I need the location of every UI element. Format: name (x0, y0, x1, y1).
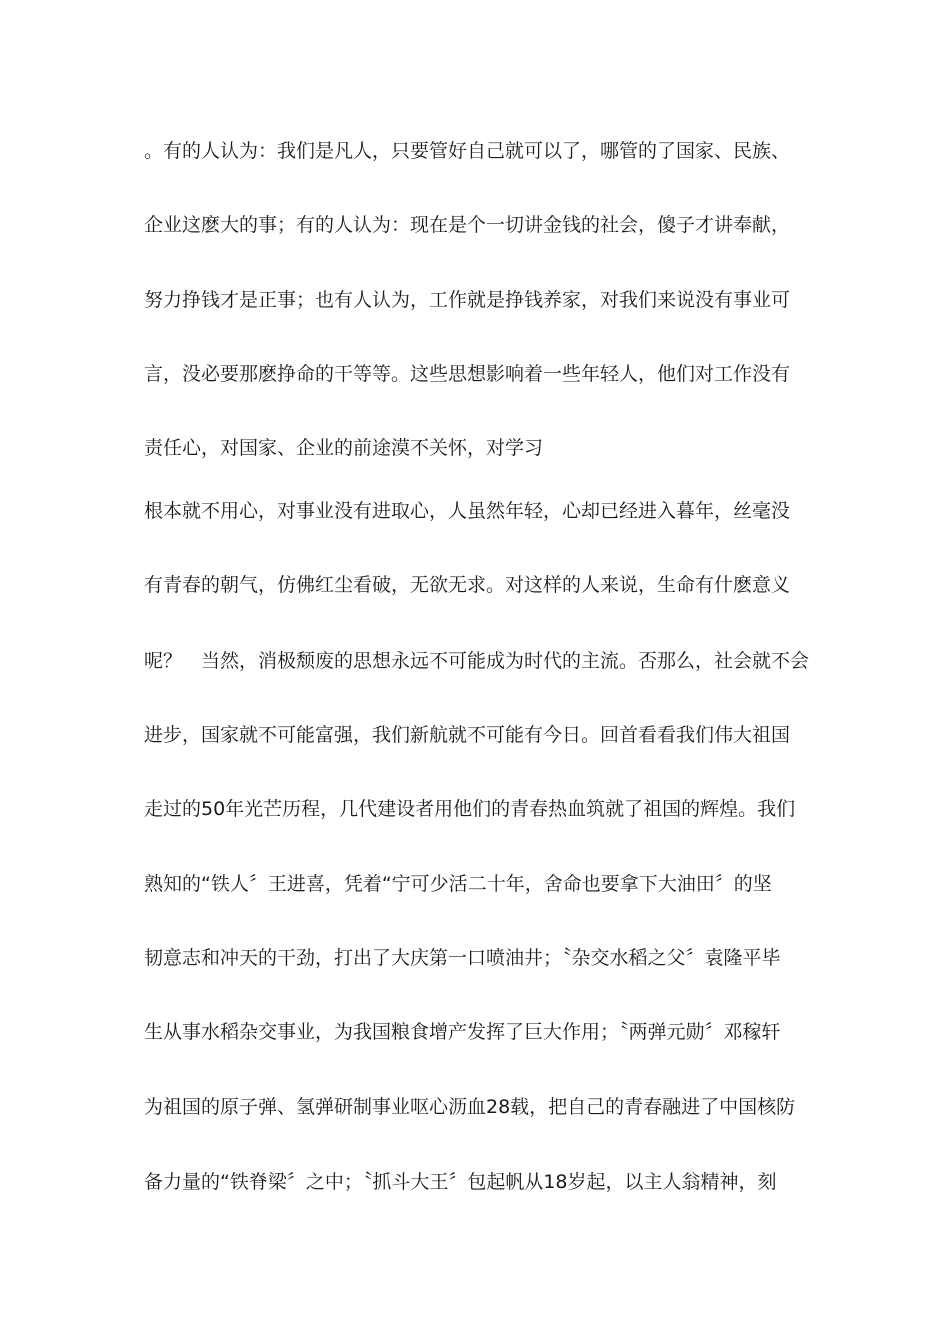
paragraph-line: 企业这麽大的事；有的人认为：现在是个一切讲金钱的社会，傻子才讲奉献， (144, 214, 791, 236)
paragraph-line: 。有的人认为：我们是凡人，只要管好自己就可以了，哪管的了国家、民族、 (144, 140, 791, 162)
paragraph-line: 进步，国家就不可能富强，我们新航就不可能有今日。回首看看我们伟大祖国 (144, 724, 791, 746)
paragraph-line: 呢？ 当然，消极颓废的思想永远不可能成为时代的主流。否那么，社会就不会 (144, 650, 810, 672)
paragraph-line: 有青春的朝气，仿佛红尘看破，无欲无求。对这样的人来说，生命有什麽意义 (144, 574, 791, 596)
paragraph-line: 为祖国的原子弹、氢弹研制事业呕心沥血28载，把自己的青春融进了中国核防 (144, 1096, 796, 1118)
paragraph-line: 韧意志和冲天的干劲，打出了大庆第一口喷油井；〝杂交水稻之父〞袁隆平毕 (144, 947, 781, 969)
paragraph-line: 熟知的“铁人〞王进喜，凭着“宁可少活二十年，舍命也要拿下大油田〞的坚 (144, 873, 772, 895)
paragraph-line: 言，没必要那麽挣命的干等等。这些思想影响着一些年轻人，他们对工作没有 (144, 363, 791, 385)
paragraph-line: 根本就不用心，对事业没有进取心，人虽然年轻，心却已经进入暮年，丝毫没 (144, 500, 791, 522)
paragraph-line: 生从事水稻杂交事业，为我国粮食增产发挥了巨大作用；〝两弹元勋〞邓稼轩 (144, 1021, 781, 1043)
paragraph-line: 走过的50年光芒历程，几代建设者用他们的青春热血筑就了祖国的辉煌。我们 (144, 798, 796, 820)
paragraph-line: 备力量的“铁脊梁〞之中；〝抓斗大王〞包起帆从18岁起，以主人翁精神，刻 (144, 1171, 777, 1193)
paragraph-line: 努力挣钱才是正事；也有人认为，工作就是挣钱养家，对我们来说没有事业可 (144, 289, 791, 311)
paragraph-line: 责任心，对国家、企业的前途漠不关怀，对学习 (144, 437, 544, 459)
